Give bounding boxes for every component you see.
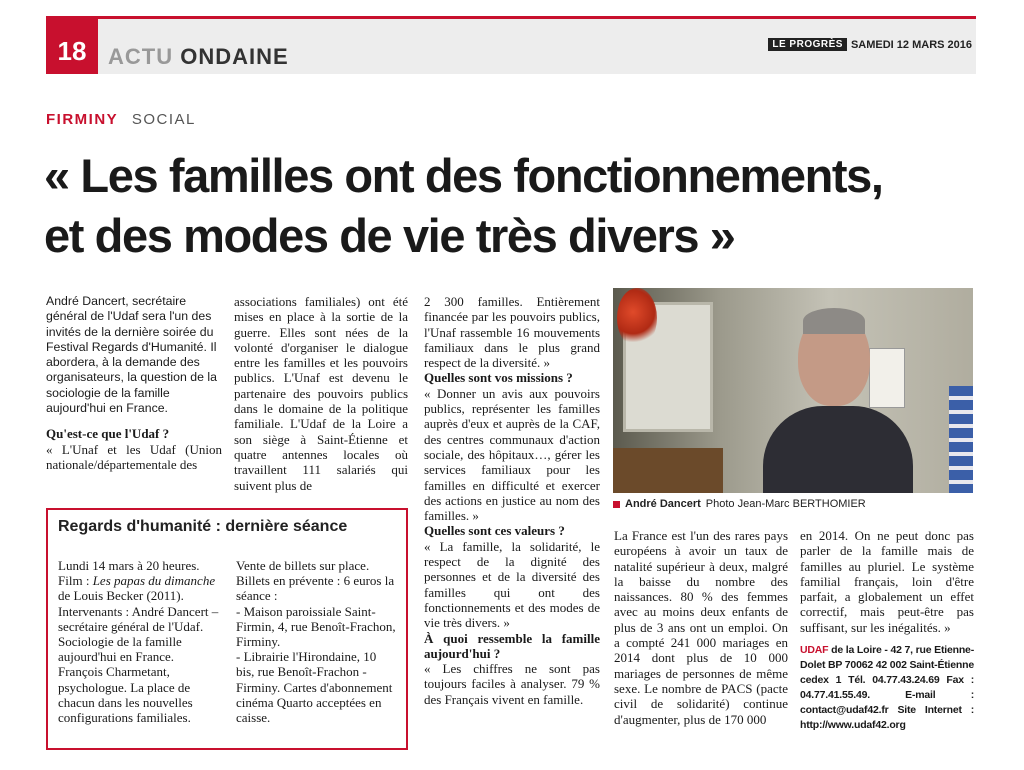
answer-4-part-2: La France est l'un des rares pays européens à avoir un taux de natalité supérieur à deux, malgré la baisse du nombre des naissances. 80 % des femmes avec au moins deux enfants de plus de 3 ans ont un emploi. On a compté 241 000 mariages en 2014 dont plus de 10 000 mariages de personnes de même sexe. Le nombre de PACS (pacte civil de solidarité) continue d'augmenter, plus de 170 000 bbox=[614, 528, 788, 727]
article-column-1 bbox=[46, 294, 222, 472]
section-title bbox=[108, 44, 289, 70]
sidebar-presale: Billets en prévente : 6 euros la séance : bbox=[236, 573, 395, 604]
article-column-3 bbox=[424, 294, 600, 707]
photo-caption bbox=[613, 498, 866, 510]
section-part1: ACTU bbox=[108, 44, 174, 69]
answer-4-part-1: « Les chiffres ne sont pas toujours faciles à analyser. 79 % des Français vivent en famille. bbox=[424, 661, 600, 707]
photo-person-body bbox=[763, 406, 913, 493]
sidebar-speakers: de Louis Becker (2011). Intervenants : André Dancert – secrétaire général de l'Udaf. Sociologie de la famille aujourd'hui en France. François Charmetant, psychologue. La place de chacun dans les nouvelles configurations familiales. bbox=[58, 588, 219, 726]
article-kicker bbox=[46, 111, 196, 128]
article-column-4 bbox=[614, 528, 788, 727]
contact-org: UDAF bbox=[800, 644, 829, 657]
article-column-2 bbox=[234, 294, 408, 493]
sidebar-film-title: Les papas du dimanche bbox=[92, 573, 216, 589]
caption-credit: Photo Jean-Marc BERTHOMIER bbox=[705, 498, 866, 510]
sidebar-event-info: Lundi 14 mars à 20 heures. Film : bbox=[58, 558, 200, 589]
kicker-city: FIRMINY bbox=[46, 111, 119, 128]
sidebar-ticket-sale: Vente de billets sur place. bbox=[236, 558, 370, 573]
article-lead: André Dancert, secrétaire général de l'Udaf sera l'un des invités de la dernière soirée du Festival Regards d'Humanité. Il abordera, à la demande des organisateurs, la question de la sociologie de la famille aujourd'hui en France. bbox=[46, 294, 217, 416]
newspaper-logo: LE PROGRÈS bbox=[768, 38, 847, 51]
question-2: Quelles sont vos missions ? bbox=[424, 370, 573, 386]
section-part2: ONDAINE bbox=[180, 44, 289, 69]
answer-1-part-1: « L'Unaf et les Udaf (Union nationale/départementale des bbox=[46, 441, 222, 472]
photo-flowers bbox=[617, 288, 657, 348]
photo-person-hair bbox=[803, 308, 865, 334]
contact-block bbox=[800, 643, 974, 733]
issue-date: SAMEDI 12 MARS 2016 bbox=[850, 38, 972, 51]
photo-calendar bbox=[869, 348, 905, 408]
answer-1-part-2: associations familiales) ont été mises en place à la sortie de la guerre. Elles sont nées de la volonté d'organiser le dialogue entre les familles et les pouvoirs publics. L'Unaf est devenu le partenaire des pouvoirs publics dans le domaine de la politique familiale. L'Udaf de la Loire a son siège à Saint-Étienne et quatre antennes locales où travaillent 111 salariés qui suivent plus de bbox=[234, 294, 408, 493]
answer-4-part-3: en 2014. On ne peut donc pas parler de la famille mais de familles au pluriel. Le système familial français, loin d'être parfait, a globalement un effet correctif, mais peut-être pas suffisant, sur les inégalités. » bbox=[800, 528, 974, 635]
article-headline bbox=[44, 146, 984, 266]
headline-line-2: et des modes de vie très divers » bbox=[44, 209, 735, 262]
question-1: Qu'est-ce que l'Udaf ? bbox=[46, 426, 170, 442]
question-4: À quoi ressemble la famille aujourd'hui ? bbox=[424, 630, 600, 661]
sidebar-title: Regards d'humanité : dernière séance bbox=[58, 518, 348, 535]
sidebar-column-1 bbox=[58, 558, 222, 725]
portrait-photo bbox=[613, 288, 973, 493]
sidebar-venue-1: - Maison paroissiale Saint-Firmin, 4, rue Benoît-Frachon, Firminy. bbox=[236, 603, 396, 650]
photo-tiles bbox=[949, 386, 973, 493]
sidebar-venue-2: - Librairie l'Hirondaine, 10 bis, rue Benoît-Frachon - Firminy. Cartes d'abonnement cinéma Quarto acceptées en caisse. bbox=[236, 649, 393, 726]
event-sidebar bbox=[46, 508, 408, 750]
page-number: 18 bbox=[46, 16, 98, 74]
answer-1-part-3: 2 300 familles. Entièrement financée par les pouvoirs publics, l'Unaf rassemble 16 mouvements familiaux dans le plus grand respect de la diversité. » bbox=[424, 294, 600, 371]
kicker-topic: SOCIAL bbox=[131, 111, 196, 128]
caption-name: André Dancert bbox=[625, 498, 701, 510]
contact-text: de la Loire - 42 7, rue Etienne-Dolet BP 70062 42 002 Saint-Étienne cedex 1 Tél. 04.77.43.24.69 Fax : 04.77.41.55.49. E-mail : contact@udaf42.fr Site Internet : http://www.udaf42.org bbox=[800, 644, 974, 732]
photo-desk bbox=[613, 448, 723, 493]
caption-marker bbox=[613, 501, 620, 508]
dateline bbox=[768, 38, 972, 51]
header-rule bbox=[46, 16, 976, 19]
headline-line-1: « Les familles ont des fonctionnements, bbox=[44, 149, 883, 202]
answer-2: « Donner un avis aux pouvoirs publics, représenter les familles auprès d'eux et auprès de la CAF, des centres communaux d'action sociale, des hôpitaux…, gérer les services familiaux pour les familles en difficulté et exercer des actions en justice au nom des familles. » bbox=[424, 385, 600, 524]
sidebar-column-2 bbox=[236, 558, 396, 725]
article-column-5 bbox=[800, 528, 974, 733]
question-3: Quelles sont ces valeurs ? bbox=[424, 523, 565, 539]
answer-3: « La famille, la solidarité, le respect de la dignité des personnes et de la diversité des familles qui ont des fonctionnements et des modes de vie très divers. » bbox=[424, 538, 600, 631]
